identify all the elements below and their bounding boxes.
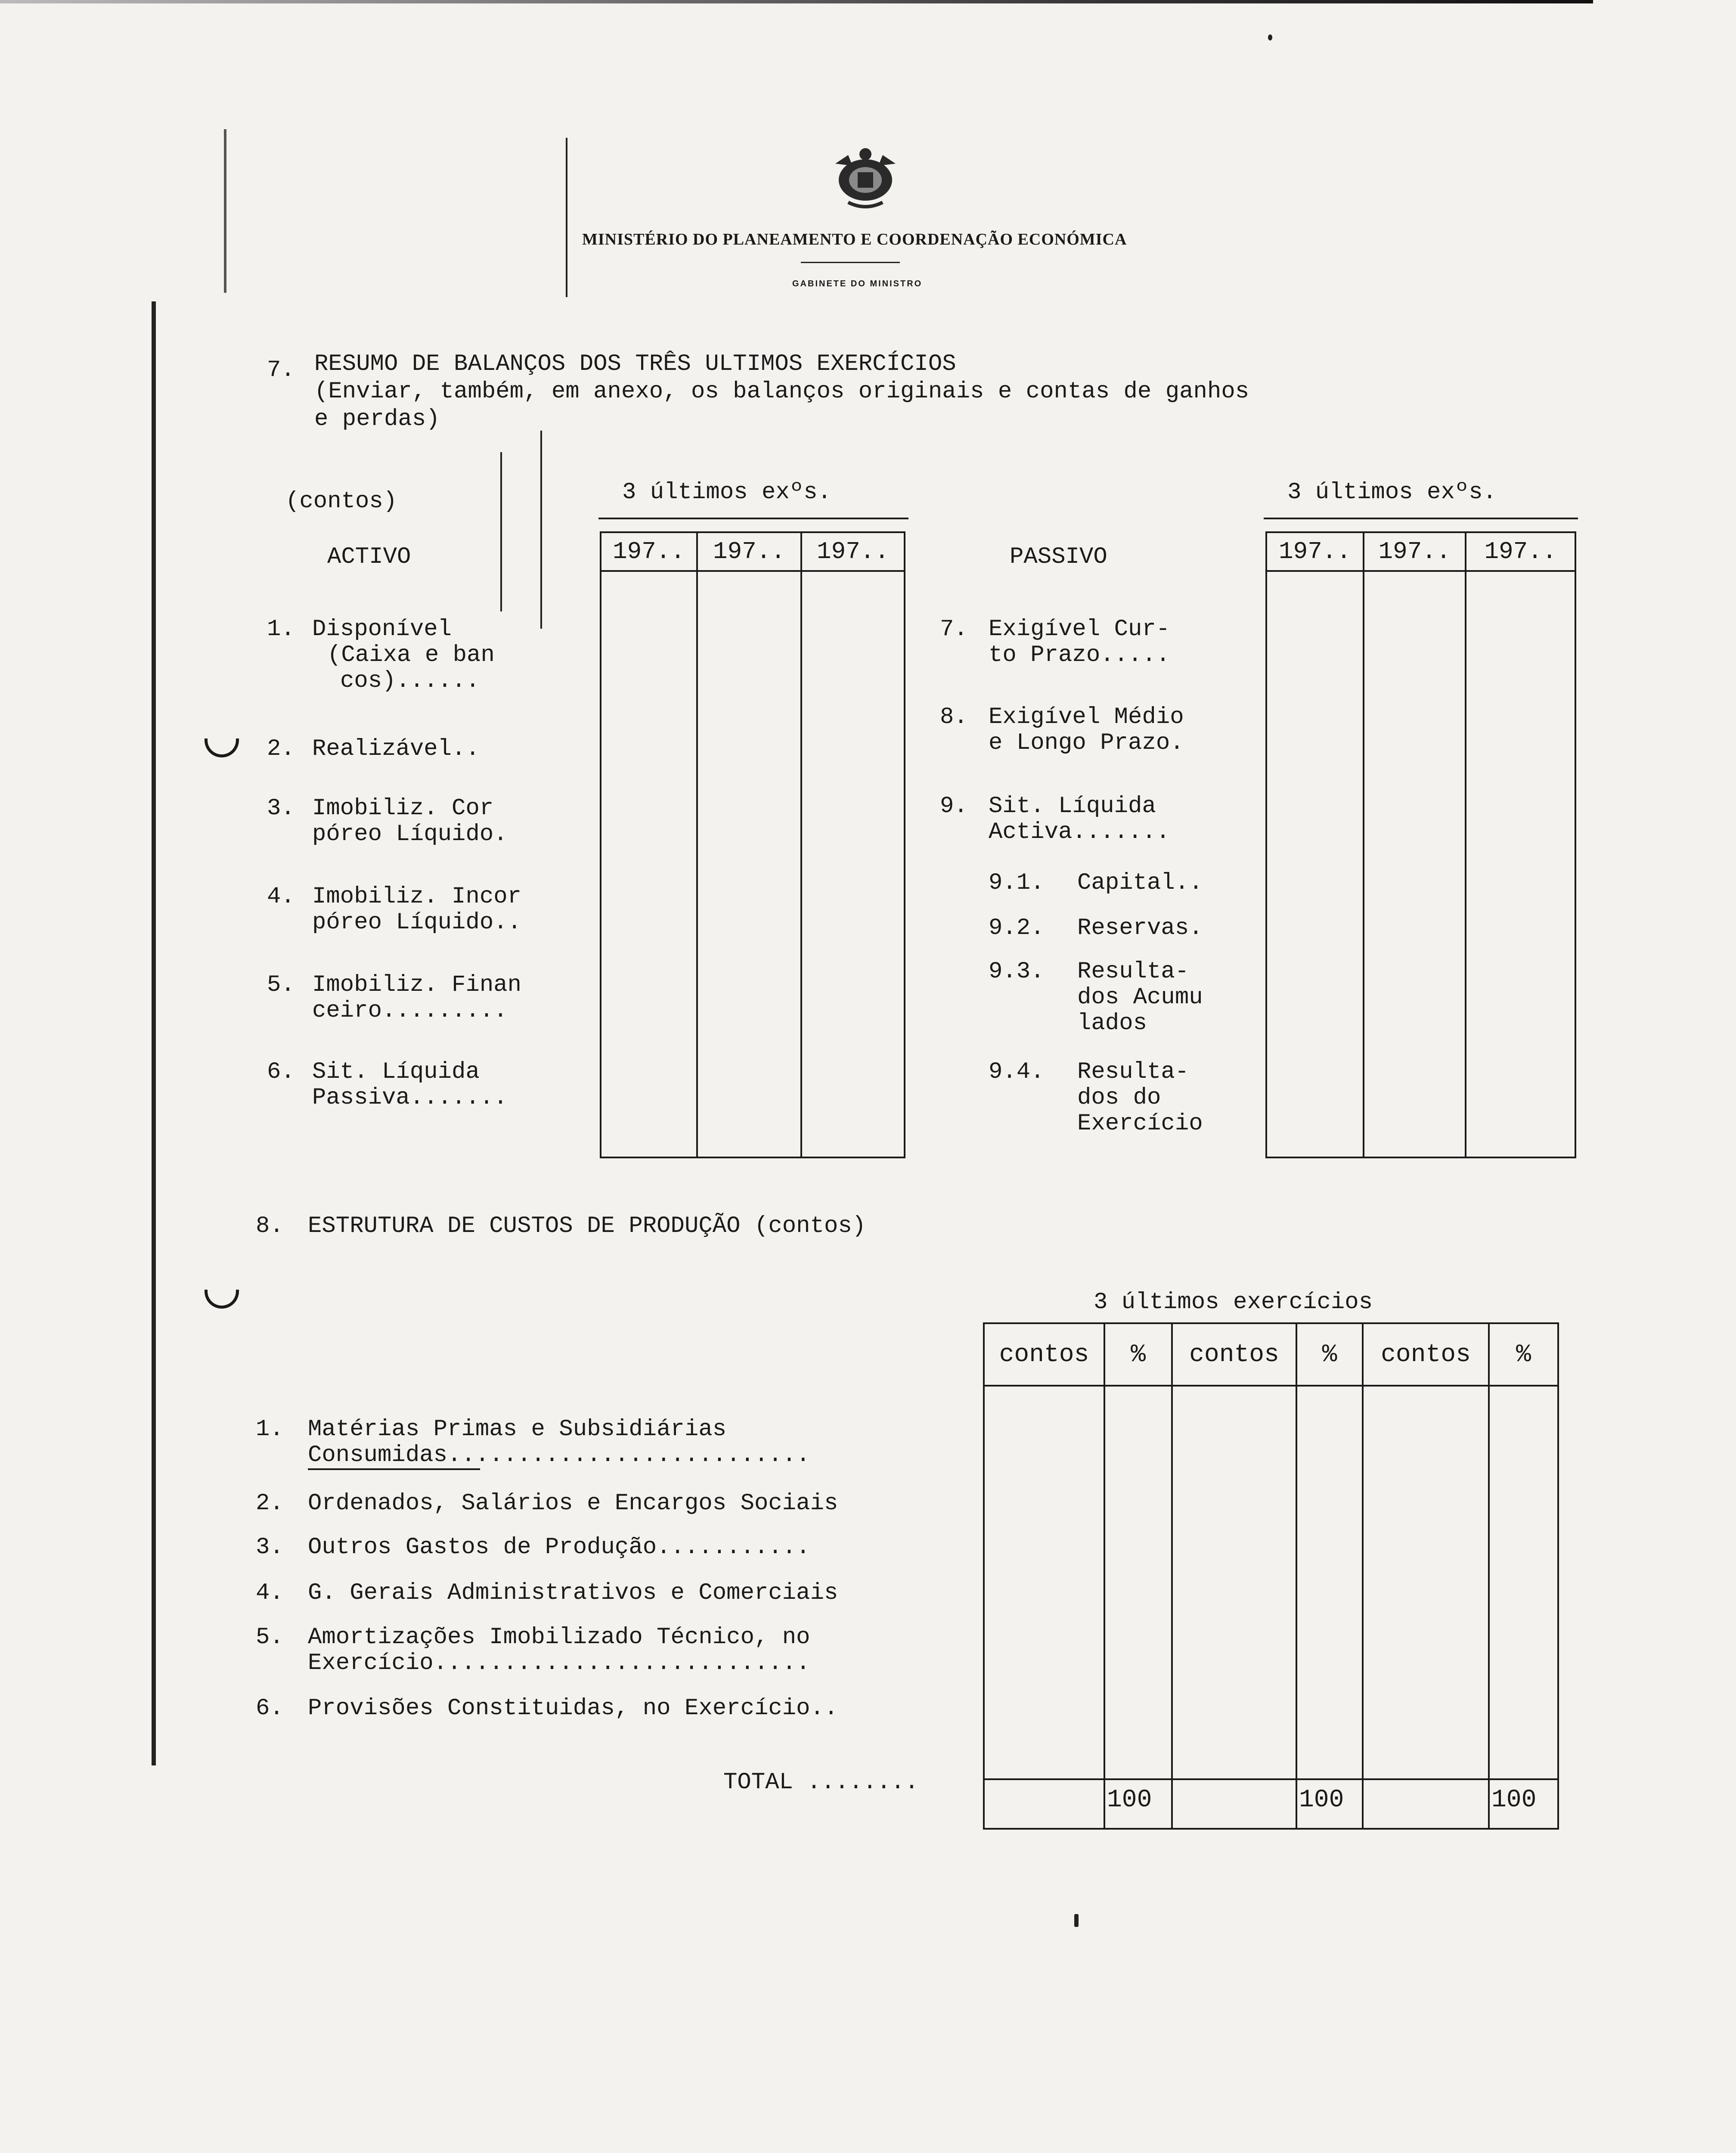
scan-vertical-mark (500, 452, 502, 611)
passivo-item-number: 9.4. (989, 1059, 1045, 1085)
total-value: 100 (1107, 1786, 1152, 1814)
cost-item-line: Matérias Primas e Subsidiárias (308, 1416, 727, 1443)
section7-title: RESUMO DE BALANÇOS DOS TRÊS ULTIMOS EXERCÍCIOS (314, 351, 956, 377)
cost-item-number: 2. (256, 1490, 284, 1517)
passivo-item-number: 9.3. (989, 959, 1045, 985)
cost-item-number: 6. (256, 1695, 284, 1722)
activo-col-divider (696, 533, 698, 1157)
passivo-item-number: 8. (940, 704, 968, 730)
check-mark (205, 738, 239, 757)
passivo-item-number: 9.1. (989, 870, 1045, 896)
activo-item-line: Disponível (312, 616, 452, 642)
cost-item-line: Ordenados, Salários e Encargos Sociais (308, 1490, 838, 1517)
section8-number: 8. (256, 1213, 284, 1239)
activo-item-line: póreo Líquido. (312, 821, 508, 847)
activo-item-number: 3. (267, 795, 295, 822)
costs-total-divider (985, 1778, 1557, 1780)
activo-year-header: 197.. (698, 533, 800, 572)
costs-col-header: % (1131, 1341, 1146, 1369)
scan-speck (1268, 34, 1272, 40)
costs-col-header: contos (1381, 1341, 1471, 1369)
last3-left-label: 3 últimos exºs. (622, 479, 832, 506)
activo-table (600, 531, 905, 1158)
costs-col-header: contos (1189, 1341, 1279, 1369)
costs-col-divider (1104, 1324, 1105, 1828)
activo-label: ACTIVO (327, 544, 411, 570)
costs-col-divider (1296, 1324, 1297, 1828)
passivo-item-number: 9. (940, 793, 968, 819)
activo-item-number: 6. (267, 1059, 295, 1085)
activo-item-line: Passiva....... (312, 1085, 508, 1111)
total-label: TOTAL ........ (723, 1769, 919, 1796)
cost-item-line: Consumidas.......................... (308, 1442, 810, 1468)
scan-left-shadow (152, 301, 156, 1765)
scan-speck (1074, 1914, 1079, 1927)
activo-year-header: 197.. (802, 533, 904, 572)
activo-item-line: Imobiliz. Cor (312, 795, 494, 822)
passivo-item-line: Resulta- (1077, 1059, 1189, 1085)
costs-col-divider (1488, 1324, 1490, 1828)
activo-item-number: 1. (267, 616, 295, 642)
header-left-rule (566, 138, 567, 297)
cost-item-line: Outros Gastos de Produção........... (308, 1534, 810, 1560)
cabinet-name: GABINETE DO MINISTRO (792, 279, 923, 289)
costs-col-divider (1362, 1324, 1364, 1828)
activo-item-number: 5. (267, 972, 295, 998)
activo-item-line: póreo Líquido.. (312, 909, 522, 936)
passivo-item-number: 7. (940, 616, 968, 642)
activo-item-number: 2. (267, 736, 295, 762)
costs-col-header: % (1516, 1341, 1531, 1369)
passivo-label: PASSIVO (1010, 544, 1107, 570)
passivo-item-line: Sit. Líquida (989, 793, 1156, 819)
coat-of-arms-emblem (822, 146, 908, 211)
costs-col-header: % (1322, 1341, 1337, 1369)
last3-right-label: 3 últimos exºs. (1287, 479, 1497, 506)
activo-item-line: (Caixa e ban (327, 642, 495, 668)
passivo-item-line: e Longo Prazo. (989, 730, 1184, 756)
activo-year-header: 197.. (601, 533, 696, 572)
activo-item-line: ceiro......... (312, 998, 508, 1024)
section8-last3-label: 3 últimos exercícios (1094, 1289, 1373, 1315)
costs-col-header: contos (999, 1341, 1089, 1369)
passivo-item-line: Reservas. (1077, 915, 1203, 941)
activo-col-divider (800, 533, 802, 1157)
check-mark (205, 1290, 239, 1309)
passivo-item-line: to Prazo..... (989, 642, 1170, 668)
cost-item-line: Provisões Constituidas, no Exercício.. (308, 1695, 838, 1722)
passivo-item-line: Activa....... (989, 819, 1170, 845)
production-costs-table (983, 1322, 1559, 1830)
passivo-year-header: 197.. (1364, 533, 1465, 572)
cost-item-number: 4. (256, 1580, 284, 1606)
ministry-name: MINISTÉRIO DO PLANEAMENTO E COORDENAÇÃO ECONÓMICA (582, 230, 1127, 248)
passivo-table (1265, 531, 1576, 1158)
underline-consumidas (308, 1468, 480, 1470)
section8-title: ESTRUTURA DE CUSTOS DE PRODUÇÃO (contos) (308, 1213, 866, 1239)
header-underline (801, 262, 900, 263)
cost-item-line: Exercício........................... (308, 1650, 810, 1676)
passivo-col-divider (1465, 533, 1466, 1157)
cost-item-number: 1. (256, 1416, 284, 1443)
passivo-item-line: Resulta- (1077, 959, 1189, 985)
costs-col-divider (1171, 1324, 1173, 1828)
scan-edge (0, 0, 1593, 3)
passivo-item-line: Exercício (1077, 1111, 1203, 1137)
unit-label: (contos) (285, 488, 397, 515)
last3-right-rule (1264, 518, 1578, 519)
cost-item-number: 3. (256, 1534, 284, 1560)
passivo-item-line: lados (1077, 1010, 1147, 1036)
activo-item-line: Realizável.. (312, 736, 480, 762)
passivo-item-line: dos do (1077, 1085, 1161, 1111)
total-value: 100 (1299, 1786, 1344, 1814)
activo-item-line: Imobiliz. Finan (312, 972, 522, 998)
section7-number: 7. (267, 357, 295, 383)
activo-item-line: cos)...... (340, 668, 480, 694)
cost-item-line: G. Gerais Administrativos e Comerciais (308, 1580, 838, 1606)
section7-note-line2: e perdas) (314, 406, 440, 432)
passivo-item-number: 9.2. (989, 915, 1045, 941)
total-value: 100 (1491, 1786, 1537, 1814)
section7-note-line1: (Enviar, também, em anexo, os balanços originais e contas de ganhos (314, 378, 1249, 405)
cost-item-line: Amortizações Imobilizado Técnico, no (308, 1624, 810, 1650)
passivo-item-line: dos Acumu (1077, 984, 1203, 1011)
passivo-year-header: 197.. (1267, 533, 1363, 572)
passivo-item-line: Exigível Médio (989, 704, 1184, 730)
activo-item-number: 4. (267, 884, 295, 910)
activo-item-line: Imobiliz. Incor (312, 884, 522, 910)
activo-item-line: Sit. Líquida (312, 1059, 480, 1085)
passivo-year-header: 197.. (1466, 533, 1575, 572)
last3-left-rule (598, 518, 908, 519)
passivo-item-line: Capital.. (1077, 870, 1203, 896)
scan-left-mark (224, 129, 226, 293)
passivo-col-divider (1363, 533, 1364, 1157)
cost-item-number: 5. (256, 1624, 284, 1650)
scan-vertical-mark-2 (540, 431, 542, 629)
passivo-item-line: Exigível Cur- (989, 616, 1170, 642)
